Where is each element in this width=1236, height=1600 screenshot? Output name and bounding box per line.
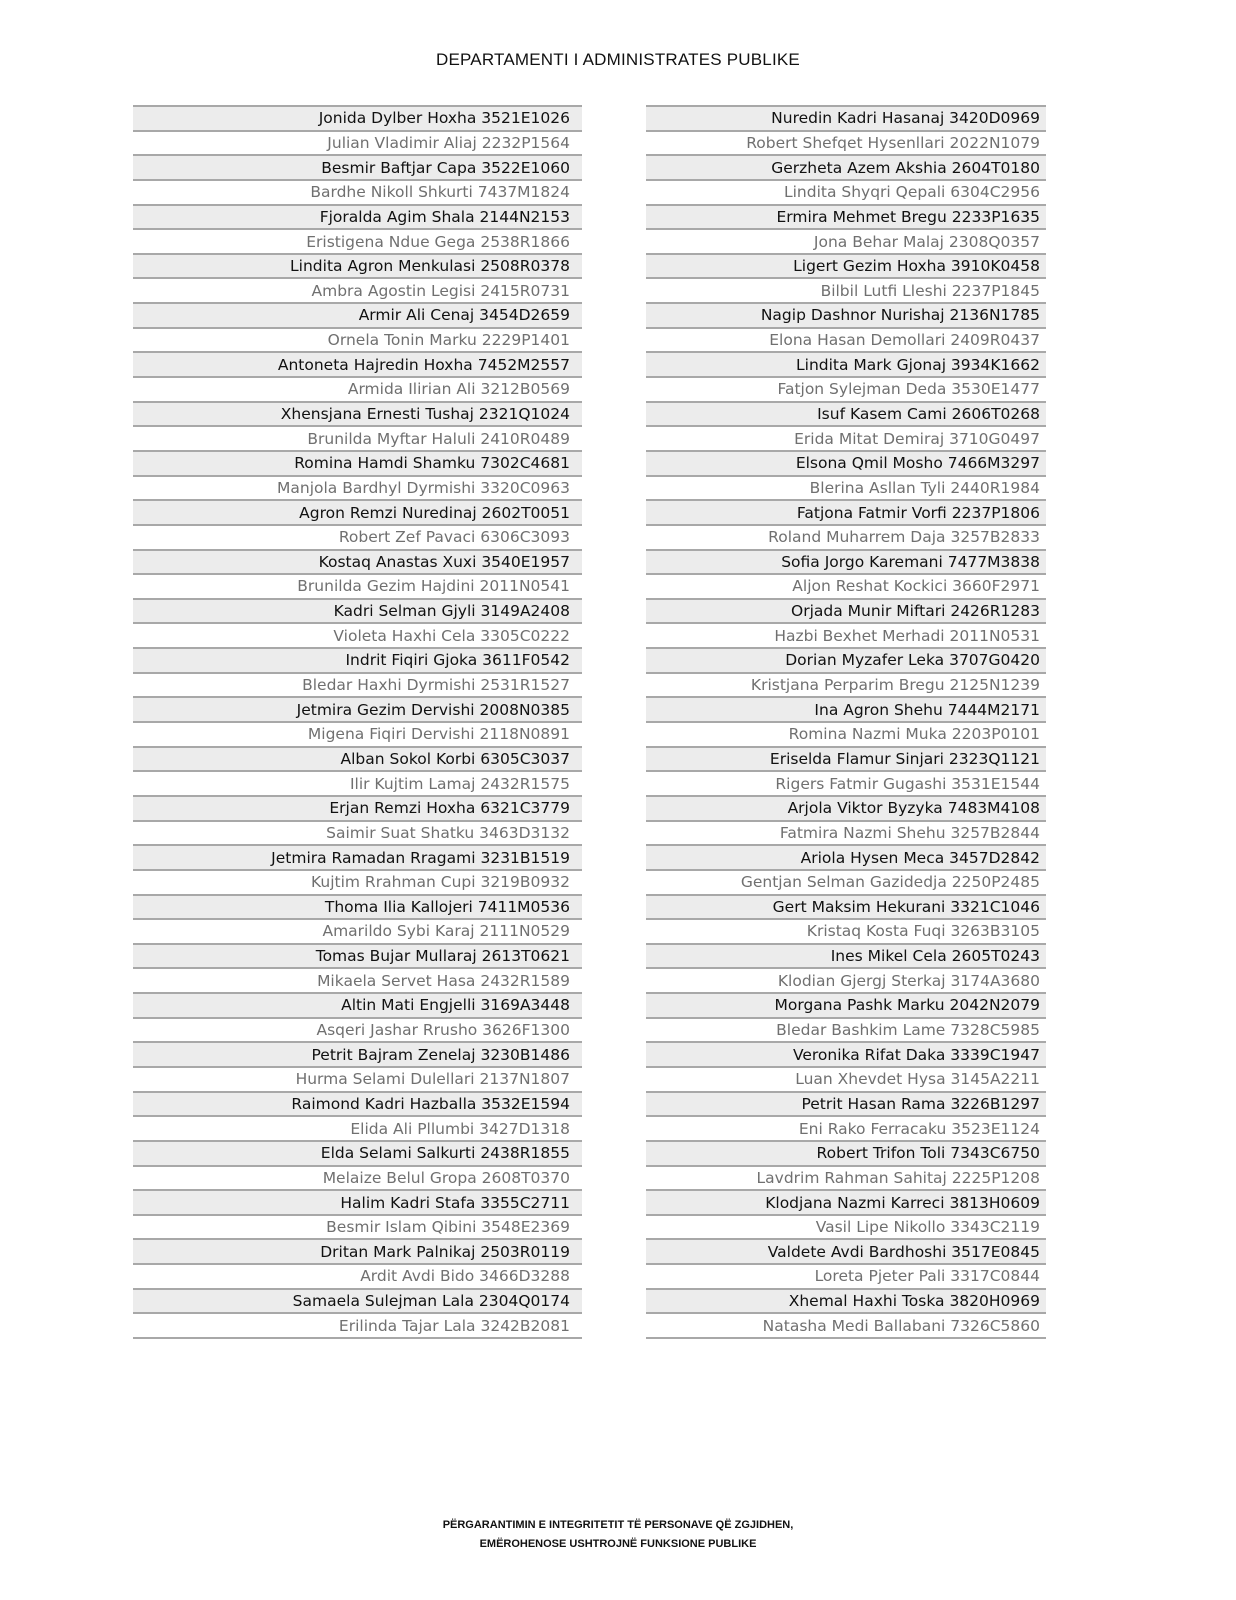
list-item: Vasil Lipe Nikollo 3343C2119 (646, 1216, 1046, 1241)
list-item: Bledar Bashkim Lame 7328C5985 (646, 1019, 1046, 1044)
list-item: Xhemal Haxhi Toska 3820H0969 (646, 1290, 1046, 1315)
list-item: Raimond Kadri Hazballa 3532E1594 (133, 1093, 582, 1118)
names-column-left (133, 105, 582, 1339)
list-item: Jetmira Gezim Dervishi 2008N0385 (133, 698, 582, 723)
list-item: Elona Hasan Demollari 2409R0437 (646, 329, 1046, 354)
list-item: Melaize Belul Gropa 2608T0370 (133, 1167, 582, 1192)
list-item: Bledar Haxhi Dyrmishi 2531R1527 (133, 674, 582, 699)
list-item: Blerina Asllan Tyli 2440R1984 (646, 477, 1046, 502)
list-item: Isuf Kasem Cami 2606T0268 (646, 403, 1046, 428)
list-item: Robert Trifon Toli 7343C6750 (646, 1142, 1046, 1167)
list-item: Morgana Pashk Marku 2042N2079 (646, 994, 1046, 1019)
footer (0, 1516, 1236, 1554)
list-item: Altin Mati Engjelli 3169A3448 (133, 994, 582, 1019)
list-item: Romina Hamdi Shamku 7302C4681 (133, 452, 582, 477)
list-item: Natasha Medi Ballabani 7326C5860 (646, 1314, 1046, 1339)
list-item: Hazbi Bexhet Merhadi 2011N0531 (646, 624, 1046, 649)
list-item: Elsona Qmil Mosho 7466M3297 (646, 452, 1046, 477)
list-item: Ermira Mehmet Bregu 2233P1635 (646, 206, 1046, 231)
list-item: Gentjan Selman Gazidedja 2250P2485 (646, 871, 1046, 896)
list-item: Romina Nazmi Muka 2203P0101 (646, 723, 1046, 748)
list-item: Ligert Gezim Hoxha 3910K0458 (646, 255, 1046, 280)
list-item: Sofia Jorgo Karemani 7477M3838 (646, 551, 1046, 576)
list-item: Loreta Pjeter Pali 3317C0844 (646, 1265, 1046, 1290)
list-item: Dorian Myzafer Leka 3707G0420 (646, 649, 1046, 674)
list-item: Ina Agron Shehu 7444M2171 (646, 698, 1046, 723)
list-item: Julian Vladimir Aliaj 2232P1564 (133, 132, 582, 157)
footer-line-1: PËRGARANTIMIN E INTEGRITETIT TË PERSONAVE QË ZGJIDHEN, (442, 1519, 794, 1531)
list-item: Agron Remzi Nuredinaj 2602T0051 (133, 501, 582, 526)
list-item: Alban Sokol Korbi 6305C3037 (133, 748, 582, 773)
list-item: Gert Maksim Hekurani 3321C1046 (646, 896, 1046, 921)
list-item: Brunilda Gezim Hajdini 2011N0541 (133, 575, 582, 600)
list-item: Fatjona Fatmir Vorfi 2237P1806 (646, 501, 1046, 526)
list-item: Jona Behar Malaj 2308Q0357 (646, 230, 1046, 255)
list-item: Elda Selami Salkurti 2438R1855 (133, 1142, 582, 1167)
list-item: Klodian Gjergj Sterkaj 3174A3680 (646, 969, 1046, 994)
list-item: Rigers Fatmir Gugashi 3531E1544 (646, 772, 1046, 797)
list-item: Erida Mitat Demiraj 3710G0497 (646, 427, 1046, 452)
list-item: Lindita Mark Gjonaj 3934K1662 (646, 353, 1046, 378)
list-item: Arjola Viktor Byzyka 7483M4108 (646, 797, 1046, 822)
list-item: Petrit Bajram Zenelaj 3230B1486 (133, 1043, 582, 1068)
list-item: Indrit Fiqiri Gjoka 3611F0542 (133, 649, 582, 674)
list-item: Valdete Avdi Bardhoshi 3517E0845 (646, 1240, 1046, 1265)
list-item: Orjada Munir Miftari 2426R1283 (646, 600, 1046, 625)
list-item: Antoneta Hajredin Hoxha 7452M2557 (133, 353, 582, 378)
list-item: Gerzheta Azem Akshia 2604T0180 (646, 156, 1046, 181)
list-item: Luan Xhevdet Hysa 3145A2211 (646, 1068, 1046, 1093)
list-item: Nagip Dashnor Nurishaj 2136N1785 (646, 304, 1046, 329)
list-item: Violeta Haxhi Cela 3305C0222 (133, 624, 582, 649)
list-item: Fatmira Nazmi Shehu 3257B2844 (646, 822, 1046, 847)
list-item: Eriselda Flamur Sinjari 2323Q1121 (646, 748, 1046, 773)
list-item: Ilir Kujtim Lamaj 2432R1575 (133, 772, 582, 797)
list-item: Samaela Sulejman Lala 2304Q0174 (133, 1290, 582, 1315)
list-item: Ardit Avdi Bido 3466D3288 (133, 1265, 582, 1290)
list-item: Amarildo Sybi Karaj 2111N0529 (133, 920, 582, 945)
list-item: Besmir Islam Qibini 3548E2369 (133, 1216, 582, 1241)
list-item: Ines Mikel Cela 2605T0243 (646, 945, 1046, 970)
list-item: Eristigena Ndue Gega 2538R1866 (133, 230, 582, 255)
list-item: Eni Rako Ferracaku 3523E1124 (646, 1117, 1046, 1142)
list-item: Robert Zef Pavaci 6306C3093 (133, 526, 582, 551)
list-item: Armida Ilirian Ali 3212B0569 (133, 378, 582, 403)
list-item: Halim Kadri Stafa 3355C2711 (133, 1191, 582, 1216)
list-item: Jetmira Ramadan Rragami 3231B1519 (133, 846, 582, 871)
list-item: Nuredin Kadri Hasanaj 3420D0969 (646, 107, 1046, 132)
list-item: Hurma Selami Dulellari 2137N1807 (133, 1068, 582, 1093)
list-item: Veronika Rifat Daka 3339C1947 (646, 1043, 1046, 1068)
list-item: Dritan Mark Palnikaj 2503R0119 (133, 1240, 582, 1265)
list-item: Xhensjana Ernesti Tushaj 2321Q1024 (133, 403, 582, 428)
list-item: Kujtim Rrahman Cupi 3219B0932 (133, 871, 582, 896)
list-item: Elida Ali Pllumbi 3427D1318 (133, 1117, 582, 1142)
list-item: Kostaq Anastas Xuxi 3540E1957 (133, 551, 582, 576)
list-item: Saimir Suat Shatku 3463D3132 (133, 822, 582, 847)
list-item: Mikaela Servet Hasa 2432R1589 (133, 969, 582, 994)
list-item: Petrit Hasan Rama 3226B1297 (646, 1093, 1046, 1118)
list-item: Fatjon Sylejman Deda 3530E1477 (646, 378, 1046, 403)
list-item: Erilinda Tajar Lala 3242B2081 (133, 1314, 582, 1339)
list-item: Aljon Reshat Kockici 3660F2971 (646, 575, 1046, 600)
list-item: Migena Fiqiri Dervishi 2118N0891 (133, 723, 582, 748)
list-item: Kristjana Perparim Bregu 2125N1239 (646, 674, 1046, 699)
list-item: Lindita Shyqri Qepali 6304C2956 (646, 181, 1046, 206)
list-item: Fjoralda Agim Shala 2144N2153 (133, 206, 582, 231)
list-item: Bilbil Lutfi Lleshi 2237P1845 (646, 279, 1046, 304)
list-item: Ariola Hysen Meca 3457D2842 (646, 846, 1046, 871)
page-title: DEPARTAMENTI I ADMINISTRATES PUBLIKE (436, 50, 800, 69)
list-item: Jonida Dylber Hoxha 3521E1026 (133, 107, 582, 132)
list-item: Lavdrim Rahman Sahitaj 2225P1208 (646, 1167, 1046, 1192)
list-item: Besmir Baftjar Capa 3522E1060 (133, 156, 582, 181)
list-item: Asqeri Jashar Rrusho 3626F1300 (133, 1019, 582, 1044)
list-item: Kadri Selman Gjyli 3149A2408 (133, 600, 582, 625)
list-item: Lindita Agron Menkulasi 2508R0378 (133, 255, 582, 280)
list-item: Brunilda Myftar Haluli 2410R0489 (133, 427, 582, 452)
list-item: Ambra Agostin Legisi 2415R0731 (133, 279, 582, 304)
list-item: Robert Shefqet Hysenllari 2022N1079 (646, 132, 1046, 157)
list-item: Tomas Bujar Mullaraj 2613T0621 (133, 945, 582, 970)
list-item: Thoma Ilia Kallojeri 7411M0536 (133, 896, 582, 921)
list-item: Roland Muharrem Daja 3257B2833 (646, 526, 1046, 551)
list-item: Klodjana Nazmi Karreci 3813H0609 (646, 1191, 1046, 1216)
list-item: Manjola Bardhyl Dyrmishi 3320C0963 (133, 477, 582, 502)
footer-line-2: EMËROHENOSE USHTROJNË FUNKSIONE PUBLIKE (479, 1538, 757, 1550)
list-item: Erjan Remzi Hoxha 6321C3779 (133, 797, 582, 822)
list-item: Ornela Tonin Marku 2229P1401 (133, 329, 582, 354)
names-column-right (646, 105, 1046, 1339)
list-item: Armir Ali Cenaj 3454D2659 (133, 304, 582, 329)
list-item: Bardhe Nikoll Shkurti 7437M1824 (133, 181, 582, 206)
list-item: Kristaq Kosta Fuqi 3263B3105 (646, 920, 1046, 945)
